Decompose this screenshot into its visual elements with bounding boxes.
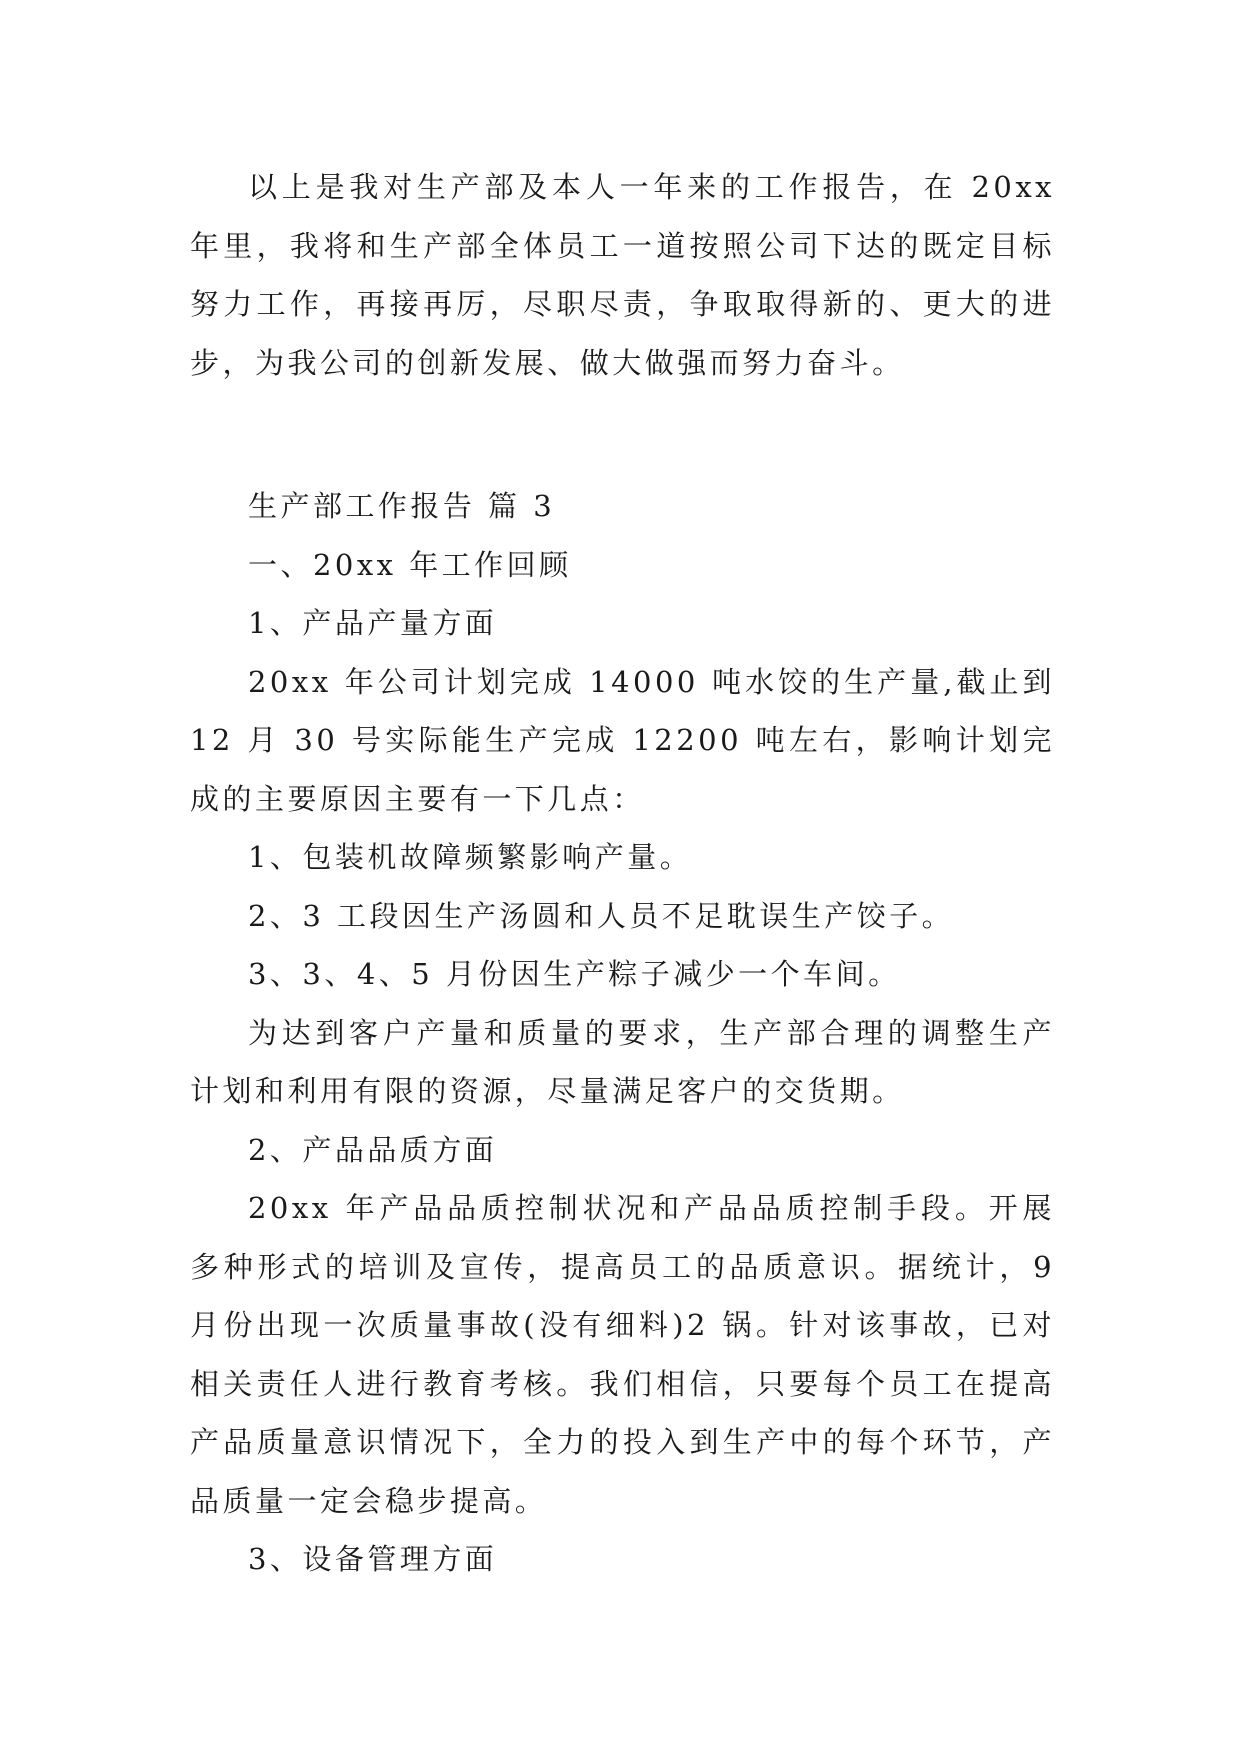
- reason-item-1: 1、包装机故障频繁影响产量。: [248, 840, 693, 874]
- output-paragraph: 20xx 年公司计划完成 14000 吨水饺的生产量,截止到 12 月 30 号实际能生产完成 12200 吨左右，影响计划完成的主要原因主要有一下几点：: [190, 664, 1055, 816]
- document-page: [190, 158, 1055, 1589]
- closing-paragraph: 以上是我对生产部及本人一年来的工作报告，在 20xx 年里，我将和生产部全体员工一道按照公司下达的既定目标努力工作，再接再厉，尽职尽责，争取取得新的、更大的进步，为我公司的创新发展、做大做强而努力奋斗。: [190, 170, 1055, 380]
- reason-item-2: 2、3 工段因生产汤圆和人员不足耽误生产饺子。: [248, 898, 955, 933]
- heading-review: 一、20xx 年工作回顾: [248, 547, 572, 582]
- quality-paragraph: 20xx 年产品品质控制状况和产品品质控制手段。开展多种形式的培训及宣传，提高员工的品质意识。据统计，9 月份出现一次质量事故(没有细料)2 锅。针对该事故，已对相关责任人进行教育考核。我们相信，只要每个员工在提高产品质量意识情况下，全力的投入到生产中的每个环节，产品质量一定会稳步提高。: [190, 1191, 1055, 1518]
- heading-equipment: 3、设备管理方面: [248, 1542, 498, 1576]
- heading-output: 1、产品产量方面: [248, 606, 498, 640]
- section-gap: [190, 392, 1055, 477]
- section-title: 生产部工作报告 篇 3: [248, 489, 556, 523]
- reason-item-3: 3、3、4、5 月份因生产粽子减少一个车间。: [248, 957, 901, 991]
- adjustment-paragraph: 为达到客户产量和质量的要求，生产部合理的调整生产计划和利用有限的资源，尽量满足客户的交货期。: [190, 1015, 1055, 1108]
- heading-quality: 2、产品品质方面: [248, 1132, 498, 1167]
